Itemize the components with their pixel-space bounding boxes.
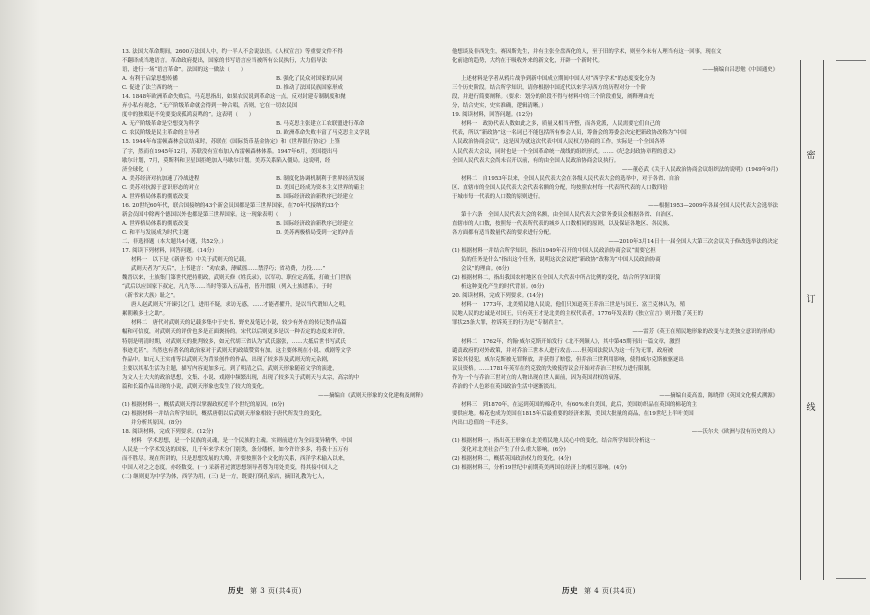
text-line: 二、非选择题（本大题共4小题，共52分。） (122, 238, 227, 245)
answer-option: D. 美国已经成为资本主义世界的霸主 (276, 184, 365, 191)
text-line: (1) 根据材料一并结合所学知识，指出1949年召开的中国人民政治协商会议“需要它担 (452, 248, 656, 255)
source-citation: ——雷芳《英王在殖民地形象的改变与北美独立意识的形成》 (632, 329, 778, 336)
text-line: 负的任务是什么”指出这个任务，说明这次会议把“新政协”改称为“中国人民政治协商 (461, 257, 661, 264)
text-line: 诉讼其侵犯，威尔克斯被无罪释放，并获得了赔偿，但乔治三世利用影响，使得威尔克斯被驱逐出 (452, 356, 684, 363)
text-line: 主要以其私生活为主题，描写内容更加多元。到了明清之后，武则天形象随着文学的演进， (122, 365, 338, 372)
source-citation: ——2010年3月14日十一届全国人大第三次会议关于修改选举法的决定 (608, 238, 778, 245)
text-line: 人民是一个学术发达的国家，几千年来学术分门别类，条分缕析，如今许许多多，将我十五万有 (122, 447, 349, 454)
binding-char-seal: 密 (806, 148, 816, 161)
text-line: 材料二 唐代对武则天的记载多集中于史书、野史及笔记小说，较少有外在的传记类作品篇 (131, 320, 347, 327)
text-line: 16. 20世纪60年代，联合国接纳的43个新会员国都是第三世界国家，在70年代接纳的33个 (122, 202, 340, 209)
footer-subject: 历史 (228, 586, 244, 595)
text-line: 唐人赵武则天“开谏引之门，进用不疑，求访无惑，……才能者擢升，是以当代谓知人之明， (131, 302, 350, 309)
answer-option: A. 世界格局体系的彻底改变 (122, 193, 189, 200)
source-citation: ——董必武《关于人民政治协商会议组织法的说明》(1949年9月) (621, 166, 778, 173)
footer-subject: 历史 (562, 586, 578, 595)
source-citation: ——摘编自吕思勉《中国通史》 (702, 67, 778, 74)
text-line: 累朝赖多士之助”。 (122, 311, 168, 318)
text-line: 人民政治协商会议”，这是因为就这次代表中国人民权力协商的工作，实际是一个全国各界 (452, 139, 665, 146)
text-line: 18. 阅读材料，完成下列要求。(12分) (122, 428, 214, 435)
text-line: (二) 继则更为中学为体，西学为用，(三) 是一方，既要打倒孔家店，摘旧礼教为七人， (122, 474, 328, 481)
text-line: 于城市每一代表的人口数的原则进行。 (452, 193, 544, 200)
text-line: 材料三 到1870年，在运到英国的棉花中，有60%来自美国，此后，美国纺织品在英国的棉花的主 (461, 401, 697, 408)
text-line: 材料二 自1953年以来，全国人民代表大会在各级人民代表大会的选举中，对于各省、自治 (461, 175, 680, 182)
answer-options-line (122, 193, 430, 202)
text-line: 新会员国中除两个德国以外也都是第三世界国家。这一现象表明（ ） (122, 211, 295, 218)
answer-option: C. 美苏对抗源于意识形态的对立 (122, 184, 200, 191)
text-line: 篇和长篇作品出现的小说，武则天形象也发生了较大的变化。 (122, 383, 268, 390)
page-3-footer (228, 585, 302, 596)
page-4-footer (562, 585, 636, 596)
page-4-column (452, 48, 782, 473)
page-3-column (122, 48, 430, 482)
text-line: 魏晋以来，士族集门第世代把持朝政，武则天修《姓氏录》，以军功、职位定高低，打破士门世族 (122, 275, 352, 282)
binding-line (800, 60, 824, 580)
text-line: 要供应地。棉花也成为美国在1815年后最重要的经济来源，美国大批量的商品，在19世纪上半叶美国 (452, 410, 694, 417)
text-line: 并分析其原因。(8分) (131, 419, 182, 426)
text-line: 区、直辖市的全国人民代表大会代表名额的分配，均按照农村每一代表所代表的人口数四倍 (452, 184, 668, 191)
binding-char-line: 线 (806, 400, 816, 413)
text-line: 20. 阅读材料，完成下列要求。(14分) (452, 293, 544, 300)
text-line: “武后以应国家下叔定，凡九等……当时等第入五品者，皆升谱限（列入士族谱系），于时 (122, 284, 333, 291)
text-line: 不翻译成当地语言。革命政府提出，国家的书写语言应当被所有公民执行，大力倡导法 (122, 58, 327, 65)
text-line: (3) 根据材料三，分析19世纪中前期英美两国在经济上的相互影响。(4分) (452, 465, 627, 472)
text-line: 谴责政府的对外政策，并对乔治三世本人进行攻击……但英国法院认为这一行为无罪，政府被 (452, 347, 674, 354)
text-line: (1) 根据材料一，指出英王形象在北美殖民地人民心中的变化，结合所学知识分析这一 (452, 438, 656, 445)
text-line: 代表，所以“新政协”这一名词已不能包括所有参会人员，筹备会的筹委会决定把新政协改称为“中国 (452, 130, 687, 137)
text-line: 材料 学术思想，是一个民族的灵魂，是一个民族的主魂。实则前进方为全局变异精华，中国 (131, 438, 353, 445)
text-line: 作品中。如元人王实甫等以武则天为背景创作的作品，出现了较多涉及武则天的元杂剧， (122, 356, 333, 363)
text-line: 全国人民代表大会尚未召开以前，有的由全国人民政治协商会议执行。 (452, 157, 620, 164)
text-line: 为文人士大夫的政治思想，文集、小说、戏剧中频繁出现，出现了较多关于武则天与太宗，高宗的中 (122, 374, 360, 381)
text-line: 材料二 1762年，约翰·威尔克斯开始发行《北不列颠人》，其中第45期刊出一篇文章，激烈 (461, 338, 681, 345)
scan-shadow (0, 0, 40, 615)
text-line: 罪状25条大罪，控诉英王的行为是“专制君主”。 (452, 320, 567, 327)
text-line: 化前途的趋势，大约在于吸收外来的新文化，开辟一个新时代。 (452, 58, 603, 65)
text-line: 三个历史阶段。结合所学知识，请你根据中国近代以来学习西方的历程对分一个阶 (452, 85, 647, 92)
text-line: 济全球化（ ） (122, 166, 166, 173)
text-line: 会议”的理由。(6分) (461, 266, 510, 273)
answer-option: A. 美苏经济对抗加速了冷战进程 (122, 175, 200, 182)
answer-option: C. 农民阶级是民主革命的主导者 (122, 130, 200, 137)
footer-page-number: 第 3 页(共4页) (250, 587, 302, 595)
text-line: 幅和可信度，对武则天的评价也多是正面褒扬的。宋代以后则更多是以一种否定的态度来评价， (122, 329, 349, 336)
answer-options-line (122, 229, 430, 238)
text-line: 人民代表大会议，同时也是一个全国革命统一战线的组织形式。……《纪念封政协章程的意义》 (452, 148, 679, 155)
answer-option: C. 和平与发展成为时代主题 (122, 229, 189, 236)
text-line: 武则天者为“天后”，上书建言：“劝农桑，薄赋徭……禁浮巧；省功费，力役……” (131, 266, 326, 273)
text-line: 上述材料是学者从鸦片战争到新中国成立期间中国人对“西学学术”的态度变化分为 (461, 76, 656, 83)
text-line: 15. 1944年布雷顿森林会议结束时，苏联在《国际货币基金协定》和《世界银行协定》上签 (122, 139, 341, 146)
source-citation: ——摘编自《武则天形象的文化建构及阐释》 (318, 392, 426, 399)
text-line: 了字，然而在1945年12月，苏联没有宣布加入布雷顿森林体系。1947年6月，美国提出马 (122, 148, 338, 155)
text-line: 而不胜尽。现在所讲的，只是思想发展的大略，并要按照各个文化的关系，西洋学术输入以来， (122, 456, 349, 463)
source-citation: ——沃尔夫《欧洲与没有历史的人》 (691, 428, 778, 435)
text-line: 事迹尤甚”。当然也有著名的政治家对于武则天的政绩赞赏有加。这主要体现在小说、戏剧等文学 (122, 347, 352, 354)
text-line: 段，并进行简要阐释。（要求：划分的阶段不得与材料中的三个阶段重复，阐释理由充 (452, 94, 655, 101)
text-line: 中国人对之之态度，亦经数变，(一) 采新者过渡思想领导者尊为用处美变，得其接中国人之 (122, 465, 339, 472)
text-line: (2) 根据材料二，概括英国政治权力的变化。(4分) (452, 456, 572, 463)
answer-option: A. 无产阶级革命是空想变为科学 (122, 121, 200, 128)
text-line: 内出口总值的一半还多。 (452, 419, 512, 426)
answer-option: B. 国际经济政治新秩序已经建立 (276, 220, 354, 227)
text-line: 材料一 政协代表人数如此之多，质量又相当齐整，而各党派，人民需要它们自己的 (461, 121, 661, 128)
source-citation: ——根据1953—2009年各届全国人民代表大会选举法 (648, 202, 778, 209)
text-line: 析这种变化产生的时代背景。(6分) (461, 284, 545, 291)
answer-option: B. 强化了民众对国家的认同 (276, 76, 343, 83)
text-line: 13. 法国大革命期间，2600万法国人中，约一半人不会说法语。《人权宣言》等重要文件不得 (122, 49, 343, 55)
answer-options-line (122, 220, 430, 229)
text-line: 17. 阅读下列材料，回答问题。（14分） (122, 248, 218, 255)
text-line: 材料一 1773年，北美殖民地人民说，他们只知道英王乔治三世是与国王、富兰克林认为，殖 (461, 302, 685, 309)
margin-rule (836, 60, 866, 61)
margin-rule (836, 578, 866, 579)
footer-page-number: 第 4 页(共4页) (584, 587, 636, 595)
answer-option: D. 推动了法国民族国家形成 (276, 85, 343, 92)
text-line: 分，结合史实，史实准确，逻辑清晰。） (452, 103, 547, 110)
answer-options-line (122, 120, 430, 129)
answer-options-line (122, 184, 430, 193)
text-line: 作为一个与乔治三世对立的人物出现在世人面前，因为英国君权的衰落， (452, 374, 625, 381)
answer-options-line (122, 175, 430, 184)
answer-option: A. 有利于启蒙思想传播 (122, 76, 178, 83)
answer-option: B. 国际经济政治新秩序已经建立 (276, 193, 354, 200)
text-line: 第十六条 全国人民代表大会的名额，由全国人民代表大会常务委员会根据各省、自治区、 (461, 211, 677, 218)
text-line: 议员资格。……1781年英军在约克敦的失败使得议会开始对乔治三世权力进行限制， (452, 365, 655, 372)
binding-char-bind: 订 (806, 292, 816, 305)
text-line: 语，进行一场“语言革命”。法国的这一做法（ ） (122, 67, 247, 74)
text-line: 乔治的个人色彩在英国政治生活中逐渐淡出。 (452, 383, 560, 390)
text-line: (1) 根据材料一，概括武则天得以掌握政权近半个世纪的原因。(6分) (122, 401, 285, 408)
answer-option: B. 制度化协调机制利于世界经济发展 (276, 175, 365, 182)
answer-options-line (122, 129, 430, 138)
source-citation: ——摘编自麦高盖，陈晓律《英国文化模式溯源》 (659, 392, 778, 399)
answer-options-line (122, 84, 430, 93)
text-line: 各方面都有适当数量代表的要求进行分配。 (452, 229, 555, 236)
text-line: (2) 根据材料二，指出我国农村地区在全国人大代表中所占比例的变化，结合所学知识简 (452, 275, 661, 282)
answer-option: A. 世界格局体系的彻底改变 (122, 220, 189, 227)
text-line: 材料一 以下是《新唐书》中关于武则天的记载。 (131, 257, 250, 264)
text-line: 歇尔计划，7月，莫斯科和卫星国拒绝加入马歇尔计划。美苏关系陷入僵局。这说明，经 (122, 157, 331, 164)
answer-option: B. 马克思主张建立工农联盟进行革命 (276, 121, 365, 128)
text-line: 14. 1848年欧洲革命失败后，马克思指出，如果农民说到革命这一点，反对封建专制制度和抛 (122, 94, 346, 101)
answer-option: D. 美苏两极格局受到一定的冲击 (276, 229, 354, 236)
text-line: 变化对北美社会产生了什么重大影响。(6分) (461, 447, 566, 454)
text-line: 特别是明清时期，对武则天的批判较多，如元代胡三省认为“武氏嚣张，……大抵后世书写武氏 (122, 338, 346, 345)
text-line: 19. 阅读材料，回答问题。(12分) (452, 112, 533, 119)
answer-options-line (122, 75, 430, 84)
text-line: (2) 根据材料一并结合所学知识，概括唐朝以后武则天形象相较于唐代所发生的变化， (122, 410, 326, 417)
text-line: 度中的独唱是不免要变成孤鸿哀鸣的”。这表明（ ） (122, 112, 255, 119)
text-line: 他想谈及非西先生，赛因斯先生，并有主张全盘西化的人，至于旧的学术，则至今未有人理当有这一回事，现在文 (452, 49, 722, 55)
text-line: 直辖市的人口数，按照每一代表所代表的城乡人口数相同的原则，以及保证各地区、各民族、 (452, 220, 674, 227)
answer-option: C. 促进了法兰西的统一 (122, 85, 178, 92)
text-line: 民地人民的忠诚是对国王，只有英王才是北美的主权代表者，1776年发表的《独立宣言》则开数了英王的 (452, 311, 703, 318)
text-line: 弃小私有观念，“无产阶级革命就会得到一种合唱，否则，它在一切农民国 (122, 103, 298, 110)
answer-option: D. 欧洲革命失败丰富了马克思主义学说 (276, 130, 370, 137)
text-line: （新书宋大族）耻之”。 (122, 293, 179, 300)
